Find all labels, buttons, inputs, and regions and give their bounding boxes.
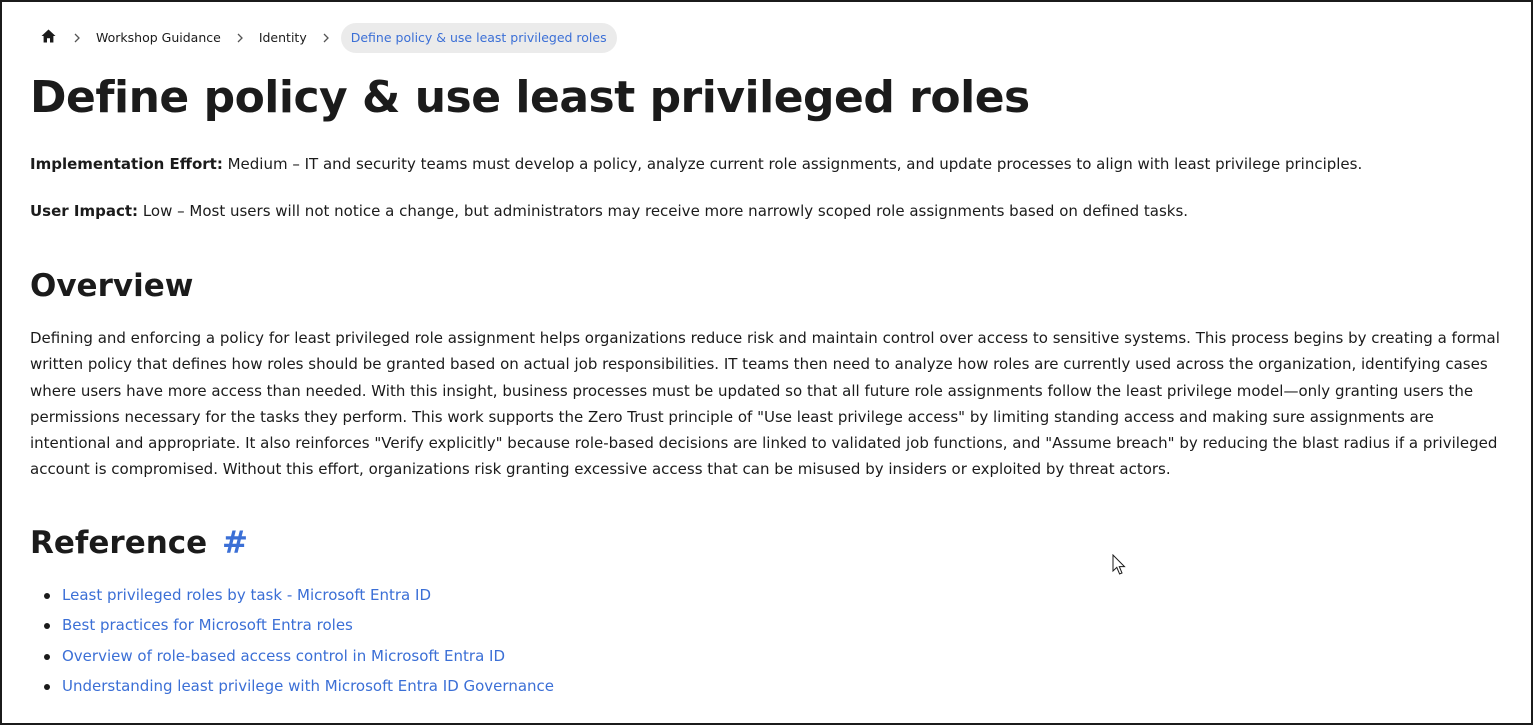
chevron-right-icon	[66, 33, 88, 43]
implementation-effort-label: Implementation Effort:	[30, 155, 223, 173]
reference-heading-text: Reference	[30, 525, 208, 561]
home-icon	[41, 29, 56, 46]
reference-list	[30, 583, 554, 704]
breadcrumb-current: Define policy & use least privileged roles	[341, 23, 617, 53]
reference-link-least-privilege-governance[interactable]: Understanding least privilege with Microsoft Entra ID Governance	[62, 676, 554, 695]
list-item	[62, 583, 554, 613]
user-impact-label: User Impact:	[30, 202, 139, 220]
breadcrumb-item-workshop-guidance[interactable]: Workshop Guidance	[96, 30, 221, 45]
page-title: Define policy & use least privileged roles	[30, 72, 1030, 123]
overview-body: Defining and enforcing a policy for least privileged role assignment helps organizations reduce risk and maintain control over access to sensitive systems. This process begins by creating a formal written policy that defines how roles should be granted based on actual job responsibilities. IT teams then need to analyze how roles are currently used across the organization, identifying cases where users have more access than needed. With this insight, business processes must be updated so that all future role assignments follow the least privilege model—only granting users the permissions necessary for the tasks they perform. This work supports the Zero Trust principle of "Use least privilege access" by limiting standing access and making sure assignments are intentional and appropriate. It also reinforces "Verify explicitly" because role-based decisions are linked to validated job functions, and "Assume breach" by reducing the blast radius if a privileged account is compromised. Without this effort, organizations risk granting excessive access that can be misused by insiders or exploited by threat actors.	[30, 329, 1500, 479]
user-impact	[30, 200, 1188, 222]
overview-heading: Overview	[30, 268, 194, 304]
breadcrumb	[30, 22, 617, 53]
implementation-effort	[30, 153, 1362, 175]
reference-link-rbac-overview[interactable]: Overview of role-based access control in Microsoft Entra ID	[62, 646, 505, 665]
chevron-right-icon	[229, 33, 251, 43]
list-item	[62, 674, 554, 704]
chevron-right-icon	[315, 33, 337, 43]
breadcrumb-home[interactable]	[34, 24, 62, 52]
list-item	[62, 644, 554, 674]
list-item	[62, 613, 554, 643]
reference-link-least-privileged-roles[interactable]: Least privileged roles by task - Microsoft Entra ID	[62, 586, 431, 604]
implementation-effort-text: Medium – IT and security teams must develop a policy, analyze current role assignments, and update processes to align with least privilege principles.	[222, 155, 1363, 173]
reference-anchor-link[interactable]: #	[222, 525, 248, 561]
mouse-cursor-icon	[1112, 554, 1126, 576]
reference-link-best-practices[interactable]: Best practices for Microsoft Entra roles	[62, 616, 353, 635]
user-impact-text: Low – Most users will not notice a change, but administrators may receive more narrowly scoped role assignments based on defined tasks.	[138, 202, 1189, 220]
breadcrumb-item-identity[interactable]: Identity	[258, 30, 307, 45]
reference-heading	[30, 523, 248, 563]
